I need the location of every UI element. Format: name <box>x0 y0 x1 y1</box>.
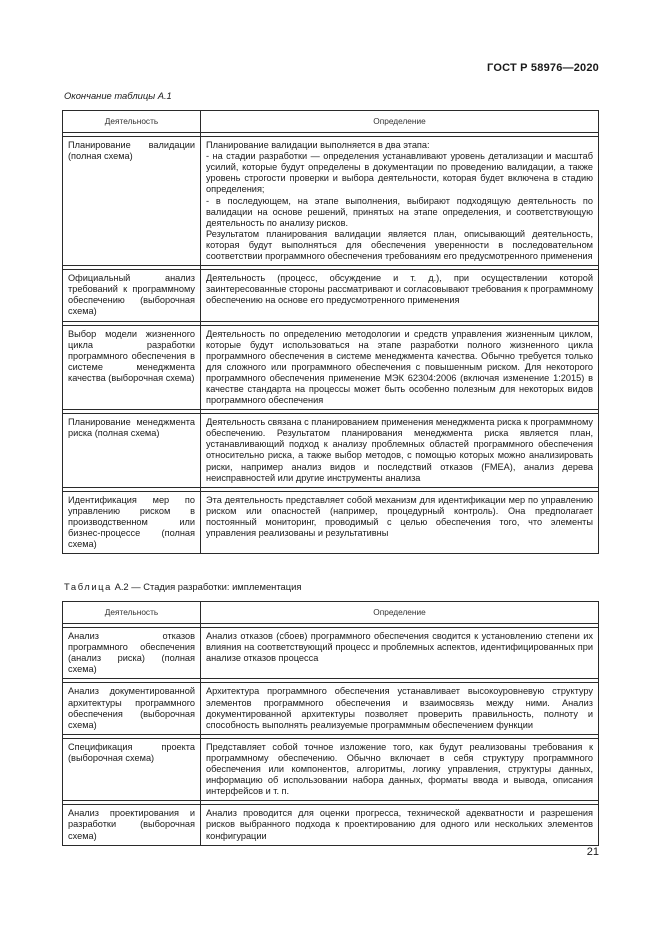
column-header-activity: Деятельность <box>63 602 201 624</box>
table-a1 <box>62 110 599 554</box>
activity-cell: Спецификация проекта (выборочная схема) <box>63 738 201 800</box>
table-row <box>63 628 599 679</box>
table-row <box>63 270 599 321</box>
table-row <box>63 414 599 488</box>
definition-cell: Представляет собой точное изложение того, как будут реализованы требования к программному обеспечению. Обычно включает в себя структуру программного обеспечения или компонентов, алгоритмы, логику управления, структуры данных, информацию об использовании набора данных, форматы ввода и вывода, описания интерфейсов и т. п. <box>201 738 599 800</box>
page-number: 21 <box>586 846 599 858</box>
definition-cell: Деятельность по определению методологии и средств управления жизненным циклом, которые будут использоваться на этапе разработки полного жизненного цикла программного обеспечения в системе менеджмента качества. Обычно требуется только для сложного или программного обеспечения с повышенным риском. Для некоторого программного обеспечения применение МЭК 62304:2006 (включая изменение 1:2015) в качестве стандарта на процессы может быть особенно полезным для некоторых видов программного обеспечения <box>201 325 599 410</box>
definition-cell: Архитектура программного обеспечения устанавливает высокоуровневую структуру элементов программного обеспечения и взаимосвязь между ними. Анализ документированной архитектуры позволяет проверить правильность, полноту и способность выполнять реализуемые программным обеспечением функции <box>201 683 599 734</box>
activity-cell: Планирование валидации (полная схема) <box>63 137 201 266</box>
table1-caption: Окончание таблицы А.1 <box>64 90 172 101</box>
activity-cell: Выбор модели жизненного цикла разработки программного обеспечения в системе менеджмента качества (выборочная схема) <box>63 325 201 410</box>
definition-cell: Деятельность (процесс, обсуждение и т. д.), при осуществлении которой заинтересованные стороны рассматривают и согласовывают требования к программному обеспечению на основе его предусмотренного применения <box>201 270 599 321</box>
document-code: ГОСТ Р 58976—2020 <box>487 62 599 74</box>
table-row <box>63 491 599 553</box>
table-a2 <box>62 601 599 846</box>
table-row <box>63 683 599 734</box>
activity-cell: Планирование менеджмента риска (полная схема) <box>63 414 201 488</box>
activity-cell: Анализ отказов программного обеспечения (анализ риска) (полная схема) <box>63 628 201 679</box>
table-row <box>63 137 599 266</box>
activity-cell: Анализ проектирования и разработки (выборочная схема) <box>63 805 201 845</box>
activity-cell: Официальный анализ требований к программному обеспечению (выборочная схема) <box>63 270 201 321</box>
column-header-activity: Деятельность <box>63 111 201 133</box>
table-row <box>63 325 599 410</box>
table-row <box>63 738 599 800</box>
table2-caption <box>64 581 301 592</box>
activity-cell: Анализ документированной архитектуры программного обеспечения (выборочная схема) <box>63 683 201 734</box>
definition-cell: Анализ проводится для оценки прогресса, технической адекватности и разрешения рисков выбранного подхода к проектированию для одного или нескольких элементов конфигурации <box>201 805 599 845</box>
column-header-definition: Определение <box>201 602 599 624</box>
table-row <box>63 805 599 845</box>
activity-cell: Идентификация мер по управлению риском в производственном или бизнес-процессе (полная схема) <box>63 491 201 553</box>
definition-cell: Деятельность связана с планированием применения менеджмента риска к программному обеспечению. Результатом планирования менеджмента риска является план, устанавливающий подход к анализу проблемных областей программного обеспечения относительно риска, а также выбор методов, с помощью которых можно анализировать риски, например анализ видов и последствий отказов (FMEA), анализ дерева неисправностей или другие инструменты анализа <box>201 414 599 488</box>
table2-caption-text: А.2 — Стадия разработки: имплементация <box>114 581 302 592</box>
column-header-definition: Определение <box>201 111 599 133</box>
definition-cell: Эта деятельность представляет собой механизм для идентификации мер по управлению риском или опасностей (например, процедурный контроль). Она предполагает постоянный мониторинг, проводимый с целью обеспечения того, что элементы управления реализованы и результативны <box>201 491 599 553</box>
table-header-row <box>63 602 599 624</box>
definition-cell: Планирование валидации выполняется в два этапа: - на стадии разработки — определения устанавливают уровень детализации и масштаб усилий, которые будут определены в документации по проведению валидации, а также уровень строгости проверки и выбора деятельности, которая будет включена в стадию определения; - в последующем, на этапе выполнения, выбирают подходящую деятельность по валидации на основе решений, принятых на этапе определения, и соответствующую деятельность по анализу рисков. Результатом планирования валидации является план, описывающий деятельность, которая будут выполняться для обеспечения уверенности в последовательном соответствии программного обеспечения требованиям его предусмотренного применения <box>201 137 599 266</box>
table-header-row <box>63 111 599 133</box>
table2-caption-prefix: Таблица <box>64 581 112 592</box>
definition-cell: Анализ отказов (сбоев) программного обеспечения сводится к установлению степени их влияния на соответствующий процесс и проблемных аспектов, идентифицированных при анализе отказов процесса <box>201 628 599 679</box>
